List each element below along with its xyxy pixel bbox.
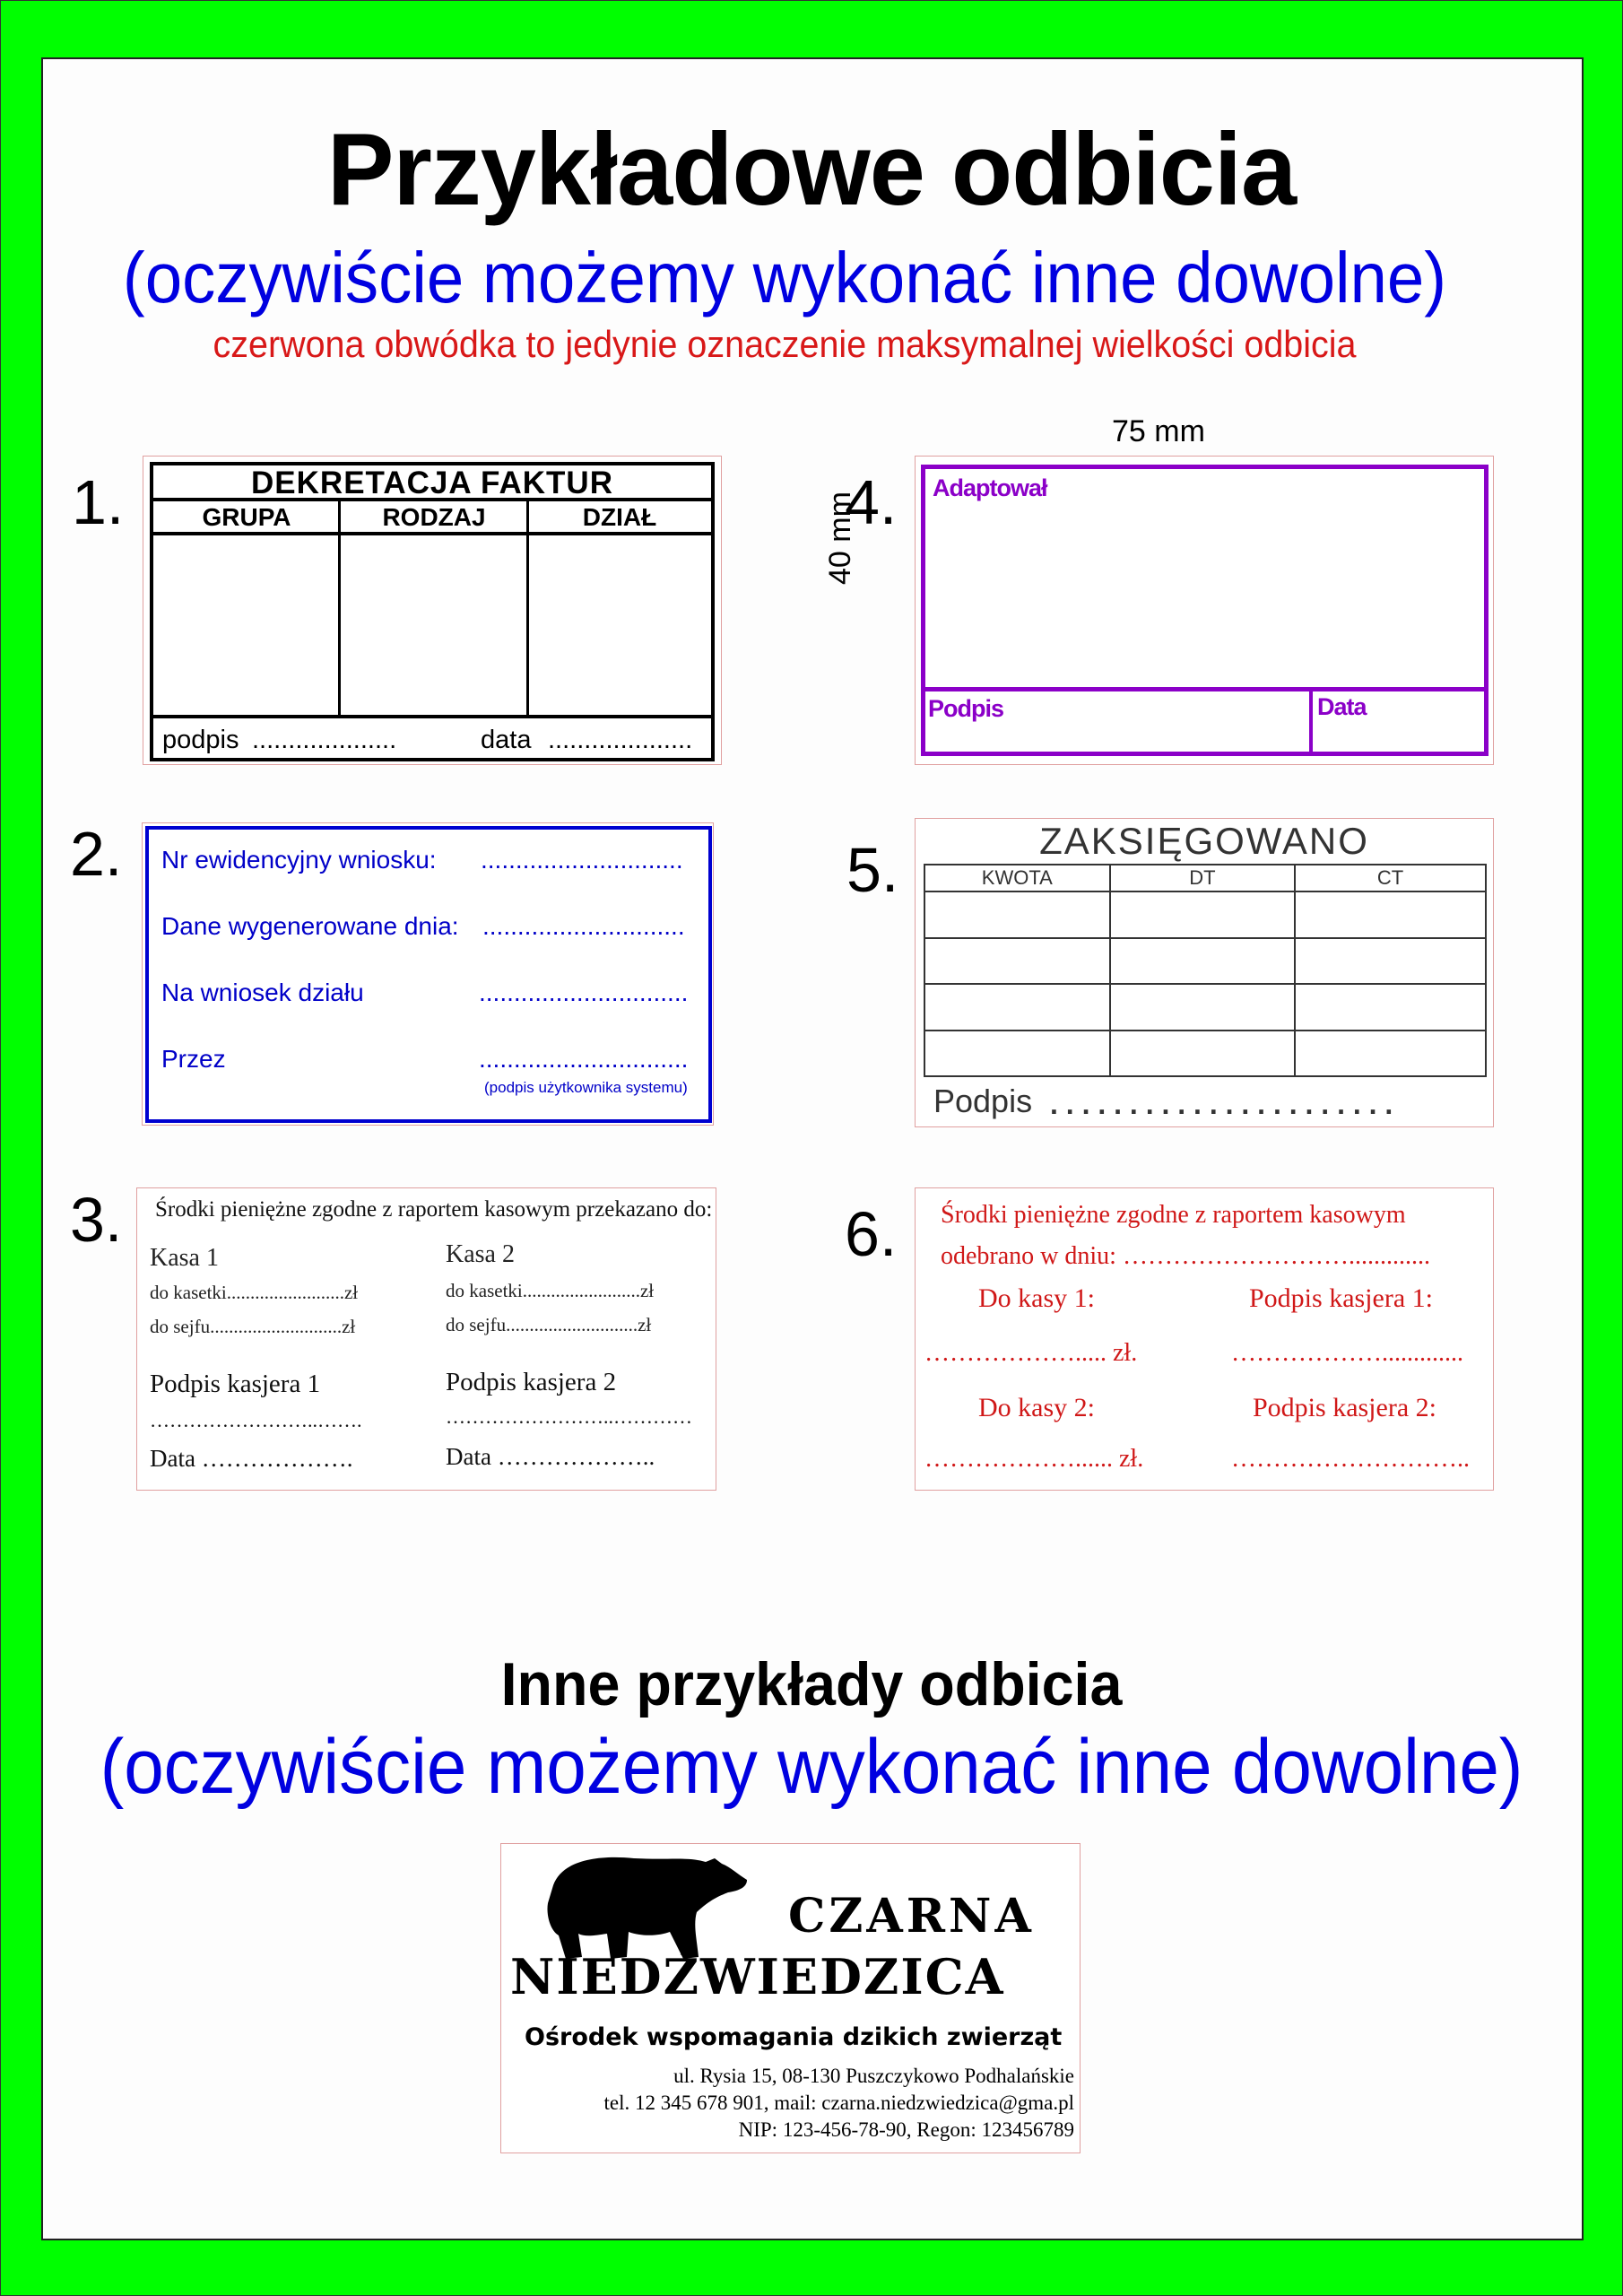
- other-examples-subtitle: (oczywiście możemy wykonać inne dowolne): [100, 1724, 1523, 1810]
- stamp-1-dekretacja: [150, 462, 715, 761]
- stamp-5-col-dt: DT: [1110, 865, 1296, 891]
- stamp-2-row-dots: .............................: [482, 912, 685, 940]
- stamp-3-heading: Środki pieniężne zgodne z raportem kasowym przekazano do:: [155, 1197, 713, 1222]
- stamp-3-kasa-2: Kasa 2: [446, 1240, 515, 1268]
- logo-name-line-2: NIEDŹWIEDZICA: [510, 1948, 1005, 2005]
- stamp-3-raport-kasowy: [136, 1187, 716, 1491]
- stamp-number-4: 4.: [845, 467, 898, 537]
- logo-stamp: [500, 1843, 1081, 2153]
- stamp-number-2: 2.: [70, 819, 123, 889]
- stamp-number-5: 5.: [846, 835, 899, 905]
- stamp-5-cell: [1110, 984, 1296, 1031]
- stamp-1-footer-line: [153, 715, 711, 718]
- stamp-5-cell: [924, 938, 1110, 985]
- stamp-6-kasa-1-dots: ………………..... zł.: [924, 1339, 1138, 1367]
- stamp-1-sign-dots: ....................: [252, 726, 397, 754]
- stamp-5-cell: [1110, 891, 1296, 938]
- stamp-1-title: DEKRETACJA FAKTUR: [153, 465, 711, 501]
- stamp-4-adaptowal: [921, 465, 1488, 756]
- stamp-6-podpis-1: Podpis kasjera 1:: [1249, 1283, 1433, 1313]
- stamp-3-sejf-1: do sejfu............................zł: [150, 1316, 356, 1337]
- page-subtitle: (oczywiście możemy wykonać inne dowolne): [122, 238, 1447, 317]
- stamp-5-cell: [1110, 1031, 1296, 1077]
- other-examples-heading: Inne przykłady odbicia: [500, 1650, 1123, 1718]
- stamp-4-divider: [1309, 687, 1313, 752]
- stamp-5-zaksiegowano: [915, 818, 1494, 1127]
- stamp-number-3: 3.: [70, 1185, 123, 1255]
- stamp-3-podpis-2-dots: ……………………..…………: [446, 1405, 692, 1428]
- stamp-5-cell: [924, 984, 1110, 1031]
- stamp-6-podpis-2: Podpis kasjera 2:: [1253, 1393, 1436, 1422]
- stamp-5-cell: [1295, 1031, 1486, 1077]
- stamp-number-1: 1.: [72, 467, 125, 537]
- stamp-number-6: 6.: [845, 1199, 898, 1269]
- stamp-6-kasa-2: Do kasy 2:: [978, 1393, 1095, 1422]
- stamp-4-top-label: Adaptował: [933, 474, 1047, 501]
- stamp-4-height-label: 40 mm: [823, 491, 857, 585]
- stamp-3-podpis-1: Podpis kasjera 1: [150, 1370, 321, 1398]
- page-title: Przykładowe odbicia: [326, 113, 1297, 227]
- page-note: czerwona obwódka to jedynie oznaczenie maksymalnej wielkości odbicia: [213, 323, 1357, 365]
- stamp-2-row-label: Dane wygenerowane dnia:: [161, 912, 459, 940]
- stamp-5-cell: [1295, 891, 1486, 938]
- logo-tagline: Ośrodek wspomagania dzikich zwierząt: [525, 2023, 1063, 2051]
- stamp-3-data-1: Data ……………….: [150, 1445, 353, 1472]
- stamp-1-col-grupa: GRUPA: [153, 501, 340, 535]
- stamp-3-kasa-1: Kasa 1: [150, 1244, 219, 1272]
- stamp-1-col-rodzaj: RODZAJ: [340, 501, 528, 535]
- logo-name-line-1: CZARNA: [788, 1889, 1035, 1944]
- stamp-2-row-dots: .............................: [481, 846, 683, 874]
- stamp-6-kasa-1: Do kasy 1:: [978, 1283, 1095, 1313]
- stamp-5-sign-label: Podpis: [933, 1083, 1033, 1119]
- logo-address: ul. Rysia 15, 08-130 Puszczykowo Podhalańskie: [673, 2065, 1074, 2087]
- stamp-1-sign-label: podpis: [162, 726, 239, 754]
- stamp-2-caption: (podpis użytkownika systemu): [484, 1079, 688, 1096]
- logo-ids: NIP: 123-456-78-90, Regon: 123456789: [738, 2118, 1074, 2141]
- stamp-2-row-label: Przez: [161, 1045, 226, 1073]
- stamp-2-wniosek: [145, 826, 712, 1123]
- stamp-1-col-dzial: DZIAŁ: [528, 501, 711, 535]
- stamp-3-kasetka-2: do kasetki.........................zł: [446, 1280, 655, 1301]
- stamp-3-podpis-2: Podpis kasjera 2: [446, 1368, 617, 1396]
- stamp-2-row-label: Nr ewidencyjny wniosku:: [161, 846, 437, 874]
- stamp-2-row-dots: ..............................: [479, 1045, 689, 1073]
- stamp-3-podpis-1-dots: ……………………..…….: [150, 1409, 362, 1431]
- stamp-2-row-dots: ..............................: [479, 978, 689, 1006]
- stamp-1-divider: [526, 501, 529, 717]
- stamp-5-table: [924, 864, 1487, 1077]
- stamp-5-col-ct: CT: [1295, 865, 1486, 891]
- stamp-3-sejf-2: do sejfu............................zł: [446, 1314, 652, 1335]
- stamp-4-width-label: 75 mm: [1112, 414, 1205, 448]
- stamp-6-odbior: [915, 1187, 1494, 1491]
- stamp-4-divider: [925, 687, 1484, 691]
- stamp-1-date-dots: ....................: [548, 726, 693, 754]
- stamp-1-divider: [338, 501, 341, 717]
- stamp-2-row-label: Na wniosek działu: [161, 978, 364, 1006]
- stamp-1-date-label: data: [481, 726, 532, 754]
- stamp-6-podpis-2-dots: ………………………..: [1231, 1445, 1470, 1473]
- stamp-5-col-kwota: KWOTA: [924, 865, 1110, 891]
- stamp-6-line-1: Środki pieniężne zgodne z raportem kasowym: [941, 1201, 1406, 1229]
- stamp-3-data-2: Data ………………..: [446, 1443, 655, 1470]
- stamp-5-cell: [1295, 984, 1486, 1031]
- stamp-4-date-label: Data: [1317, 693, 1367, 720]
- stamp-3-kasetka-1: do kasetki.........................zł: [150, 1282, 359, 1303]
- logo-contact: tel. 12 345 678 901, mail: czarna.niedzwiedzica@gma.pl: [603, 2092, 1074, 2114]
- stamp-5-cell: [924, 1031, 1110, 1077]
- stamp-5-title: ZAKSIĘGOWANO: [1039, 820, 1369, 862]
- stamp-5-sign-dots: . . . . . . . . . . . . . . . . . . . . . .: [1050, 1088, 1393, 1120]
- stamp-6-line-2: odebrano w dniu: ……………………….............: [941, 1242, 1430, 1270]
- stamp-5-cell: [1110, 938, 1296, 985]
- stamp-6-kasa-2-dots: ………………...... zł.: [924, 1445, 1144, 1473]
- stamp-4-sign-label: Podpis: [928, 695, 1004, 722]
- stamp-5-cell: [1295, 938, 1486, 985]
- stamp-6-podpis-1-dots: ……………….............: [1231, 1339, 1463, 1367]
- stamp-5-cell: [924, 891, 1110, 938]
